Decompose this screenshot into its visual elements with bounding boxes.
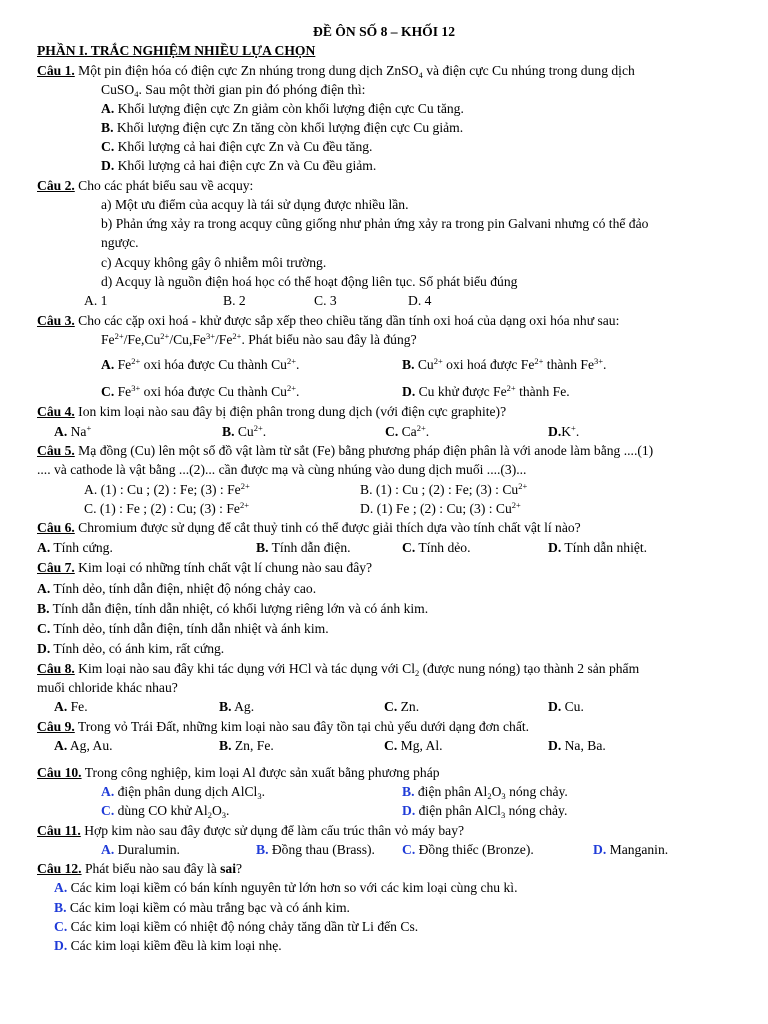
text-fragment: 3: [221, 810, 227, 820]
text-fragment: B.: [101, 120, 114, 135]
option-a: [37, 538, 113, 557]
text-fragment: nóng chảy.: [505, 784, 568, 799]
text-fragment: điện phân AlCl: [415, 803, 501, 818]
text-fragment: Fe: [101, 332, 115, 347]
text-fragment: Kim loại nào sau đây khi tác dụng với HCl và tác dụng với Cl: [74, 661, 415, 676]
text-fragment: .: [425, 424, 430, 439]
text-fragment: Ag, Au.: [67, 738, 113, 753]
question-4: [37, 402, 506, 421]
option-d: [548, 422, 579, 441]
text-fragment: Na: [67, 424, 87, 439]
text-fragment: 3+: [594, 356, 604, 366]
text-fragment: .: [296, 357, 300, 372]
text-fragment: .: [296, 384, 300, 399]
question-number: Câu 2.: [37, 178, 75, 193]
text-fragment: B.: [37, 601, 50, 616]
text-fragment: Các kim loại kiềm có bán kính nguyên tử lớn hơn so với các kim loại cùng chu kì.: [67, 880, 518, 895]
option-a: [37, 579, 316, 598]
question-10: [37, 763, 440, 782]
text-fragment: Cu: [234, 424, 254, 439]
text-fragment: A. (1) : Cu ; (2) : Fe; (3) : Fe: [84, 482, 241, 497]
text-fragment: A.: [54, 738, 68, 753]
text-fragment: Trong công nghiệp, kim loại Al được sản xuất bằng phương pháp: [81, 765, 440, 780]
option-b: [360, 480, 527, 499]
option-a: A. 1: [84, 293, 108, 308]
text-fragment: C.: [384, 699, 398, 714]
text-fragment: Tính dẫn điện.: [268, 540, 351, 555]
text-fragment: C. (1) : Fe ; (2) : Cu; (3) : Fe: [84, 501, 240, 516]
question-number: Câu 3.: [37, 313, 75, 328]
text-fragment: A.: [101, 101, 115, 116]
text-fragment: D.: [402, 803, 416, 818]
question-number: Câu 6.: [37, 520, 75, 535]
text-fragment: Zn, Fe.: [231, 738, 274, 753]
text-fragment: 3+: [131, 383, 141, 393]
text-fragment: D.: [593, 842, 607, 857]
text-fragment: /Fe: [215, 332, 233, 347]
statement-b-cont: ngược.: [101, 235, 139, 250]
text-fragment: (được nung nóng) tạo thành 2 sản phẩm: [419, 661, 640, 676]
text-fragment: 2+: [286, 356, 297, 366]
text-fragment: B.: [222, 424, 235, 439]
redox-pairs: [101, 330, 417, 349]
question-number: Câu 12.: [37, 861, 82, 876]
option-d: [54, 936, 282, 955]
question-8: [37, 659, 639, 678]
question-1: [37, 61, 635, 80]
text-fragment: D.: [548, 699, 562, 714]
text-fragment: Hợp kim nào sau đây được sử dụng để làm cấu trúc thân vỏ máy bay?: [80, 823, 465, 838]
text-fragment: điện phân dung dịch AlCl: [114, 784, 258, 799]
option-d: D. 4: [408, 293, 432, 308]
option-a: [54, 422, 91, 441]
question-number: Câu 1.: [37, 63, 75, 78]
text-fragment: . Phát biểu nào sau đây là đúng?: [241, 332, 417, 347]
text-fragment: B.: [256, 842, 269, 857]
statement-d: d) Acquy là nguồn điện hoá học có thể hoạt động liên tục. Số phát biểu đúng: [101, 274, 518, 289]
text-fragment: 2+: [131, 356, 141, 366]
option-c: [384, 697, 419, 716]
text-fragment: Khối lượng cả hai điện cực Zn và Cu đều tăng.: [114, 139, 373, 154]
text-fragment: B.: [219, 699, 232, 714]
text-fragment: B.: [256, 540, 269, 555]
text-fragment: 4: [134, 89, 139, 99]
text-fragment: Tính dẻo, tính dẫn điện, nhiệt độ nóng chảy cao.: [50, 581, 317, 596]
option-c: [37, 619, 329, 638]
question-number: Câu 5.: [37, 443, 75, 458]
text-fragment: Fe: [114, 357, 132, 372]
option-d: [548, 736, 606, 755]
text-fragment: A.: [101, 842, 115, 857]
text-fragment: và điện cực Cu nhúng trong dung dịch: [422, 63, 635, 78]
text-fragment: 2+: [433, 356, 443, 366]
text-fragment: 3: [500, 810, 506, 820]
text-fragment: D.: [54, 938, 68, 953]
text-fragment: D.: [548, 424, 562, 439]
text-fragment: 2+: [286, 383, 297, 393]
text-fragment: Tính dẫn điện, tính dẫn nhiệt, có khối lượng riêng lớn và có ánh kim.: [49, 601, 429, 616]
text-fragment: D.: [101, 158, 115, 173]
text-fragment: điện phân Al: [414, 784, 488, 799]
option-b: [402, 782, 568, 801]
option-b: [222, 422, 266, 441]
text-fragment: 3+: [205, 331, 216, 341]
option-d: [402, 801, 567, 820]
text-fragment: +: [571, 423, 576, 433]
option-d: [593, 840, 668, 859]
text-fragment: D.: [548, 738, 562, 753]
text-fragment: Cu.: [561, 699, 584, 714]
text-fragment: Tính cứng.: [50, 540, 113, 555]
statement-a: a) Một ưu điểm của acquy là tái sử dụng được nhiều lần.: [101, 197, 409, 212]
text-fragment: C.: [402, 540, 416, 555]
text-fragment: Đồng thiếc (Bronze).: [415, 842, 534, 857]
text-fragment: Đồng thau (Brass).: [268, 842, 375, 857]
text-fragment: CuSO: [101, 82, 135, 97]
option-b: [54, 898, 350, 917]
text-fragment: Fe.: [67, 699, 88, 714]
text-fragment: 2: [207, 810, 212, 820]
text-fragment: A.: [101, 784, 115, 799]
text-fragment: O: [491, 784, 502, 799]
text-fragment: Cu khử được Fe: [415, 384, 507, 399]
text-fragment: dùng CO khử Al: [114, 803, 208, 818]
option-d: [101, 156, 376, 175]
option-c: [385, 422, 429, 441]
text-fragment: Manganin.: [606, 842, 669, 857]
text-fragment: B. (1) : Cu ; (2) : Fe; (3) : Cu: [360, 482, 519, 497]
option-c: [402, 538, 470, 557]
text-fragment: Cu: [414, 357, 434, 372]
question-number: Câu 8.: [37, 661, 75, 676]
option-d: [360, 499, 521, 518]
option-a: [101, 355, 299, 374]
text-fragment: Duralumin.: [114, 842, 180, 857]
text-fragment: Các kim loại kiềm đều là kim loại nhẹ.: [67, 938, 282, 953]
text-fragment: A.: [54, 424, 68, 439]
text-fragment: A.: [54, 699, 68, 714]
option-c: [384, 736, 443, 755]
text-fragment: Khối lượng cả hai điện cực Zn và Cu đều giảm.: [114, 158, 377, 173]
option-c: [402, 840, 534, 859]
text-fragment: C.: [385, 424, 399, 439]
option-b: [219, 736, 274, 755]
text-fragment: .: [226, 803, 230, 818]
text-fragment: Trong vỏ Trái Đất, những kim loại nào sau đây tồn tại chủ yếu dưới dạng đơn chất.: [74, 719, 530, 734]
text-fragment: Phát biểu nào sau đây là: [81, 861, 221, 876]
option-c: C. 3: [314, 293, 337, 308]
question-6: [37, 518, 581, 537]
text-fragment: D.: [37, 641, 51, 656]
text-fragment: C.: [101, 139, 115, 154]
text-fragment: A.: [101, 357, 115, 372]
text-fragment: thành Fe: [543, 357, 594, 372]
text-fragment: oxi hóa được Cu thành Cu: [140, 384, 287, 399]
question-3: [37, 311, 619, 330]
text-fragment: sai: [220, 861, 236, 876]
option-a: [101, 99, 464, 118]
exam-title: ĐỀ ÔN SỐ 8 – KHỐI 12: [313, 24, 455, 39]
text-fragment: Ion kim loại nào sau đây bị điện phân trong dung dịch (với điện cực graphite)?: [74, 404, 507, 419]
option-d: [37, 639, 224, 658]
text-fragment: +: [86, 423, 92, 433]
option-d: [548, 697, 584, 716]
question-1-cont: [101, 80, 365, 99]
section-heading: PHẦN I. TRẮC NGHIỆM NHIỀU LỰA CHỌN: [37, 43, 316, 58]
option-b: [256, 538, 351, 557]
text-fragment: Các kim loại kiềm có màu trắng bạc và có ánh kim.: [66, 900, 350, 915]
text-fragment: 2+: [239, 500, 249, 510]
text-fragment: Tính dẻo, tính dẫn điện, tính dẫn nhiệt và ánh kim.: [50, 621, 329, 636]
option-b: [256, 840, 375, 859]
text-fragment: ?: [236, 861, 243, 876]
question-5-cont: .... và cathode là vật bằng ...(2)... cần được mạ và cùng nhúng vào dung dịch muối ....(3)...: [37, 462, 527, 477]
text-fragment: Fe: [114, 384, 132, 399]
text-fragment: 2+: [506, 383, 516, 393]
text-fragment: Mg, Al.: [397, 738, 443, 753]
question-number: Câu 4.: [37, 404, 75, 419]
text-fragment: Một pin điện hóa có điện cực Zn nhúng trong dung dịch ZnSO: [74, 63, 419, 78]
statement-c: c) Acquy không gây ô nhiễm môi trường.: [101, 255, 327, 270]
question-11: [37, 821, 464, 840]
text-fragment: 2+: [534, 356, 544, 366]
question-5: [37, 441, 653, 460]
option-d: [402, 382, 570, 401]
text-fragment: Chromium được sử dụng để cắt thuỷ tinh có thể được giải thích dựa vào tính chất vật lí nào?: [74, 520, 581, 535]
question-number: Câu 7.: [37, 560, 75, 575]
text-fragment: nóng chảy.: [505, 803, 568, 818]
text-fragment: Các kim loại kiềm có nhiệt độ nóng chảy tăng dần từ Li đến Cs.: [67, 919, 419, 934]
text-fragment: Tính dẻo, có ánh kim, rất cứng.: [50, 641, 225, 656]
text-fragment: 2+: [114, 331, 124, 341]
text-fragment: K: [561, 424, 572, 439]
text-fragment: thành Fe.: [515, 384, 570, 399]
text-fragment: oxi hóa được Cu thành Cu: [140, 357, 287, 372]
question-7: [37, 558, 372, 577]
option-a: [54, 878, 517, 897]
text-fragment: C.: [384, 738, 398, 753]
text-fragment: Tính dẫn nhiệt.: [561, 540, 648, 555]
text-fragment: .: [261, 784, 265, 799]
option-c: [101, 801, 229, 820]
text-fragment: 2+: [240, 481, 250, 491]
text-fragment: 2+: [253, 423, 263, 433]
option-b: [101, 118, 463, 137]
text-fragment: 2+: [232, 331, 242, 341]
text-fragment: 3: [501, 791, 506, 801]
option-a: [101, 782, 265, 801]
text-fragment: Na, Ba.: [561, 738, 606, 753]
text-fragment: .: [262, 424, 267, 439]
text-fragment: . Sau một thời gian pin đó phóng điện thì:: [138, 82, 366, 97]
question-8-cont: muối chloride khác nhau?: [37, 680, 178, 695]
text-fragment: 2: [487, 791, 492, 801]
text-fragment: Khối lượng điện cực Zn tăng còn khối lượng điện cực Cu giảm.: [113, 120, 464, 135]
option-a: [101, 840, 180, 859]
option-d: [548, 538, 647, 557]
option-b: [37, 599, 428, 618]
text-fragment: Mạ đồng (Cu) lên một số đồ vật làm từ sắt (Fe) bằng phương pháp điện phân là với anode làm bằng ....(1): [74, 443, 654, 458]
text-fragment: Cho các cặp oxi hoá - khử được sắp xếp theo chiều tăng dần tính oxi hoá của dạng oxi hóa như sau:: [74, 313, 620, 328]
text-fragment: B.: [402, 357, 415, 372]
option-c: [101, 382, 299, 401]
text-fragment: /Fe,Cu: [123, 332, 161, 347]
text-fragment: B.: [219, 738, 232, 753]
option-a: [84, 480, 250, 499]
option-c: [54, 917, 418, 936]
option-b: B. 2: [223, 293, 246, 308]
question-9: [37, 717, 529, 736]
question-number: Câu 10.: [37, 765, 82, 780]
text-fragment: A.: [54, 880, 68, 895]
text-fragment: B.: [402, 784, 415, 799]
text-fragment: D.: [548, 540, 562, 555]
text-fragment: Khối lượng điện cực Zn giảm còn khối lượng điện cực Cu tăng.: [114, 101, 464, 116]
question-number: Câu 11.: [37, 823, 81, 838]
text-fragment: Ag.: [231, 699, 255, 714]
option-b: [402, 355, 606, 374]
text-fragment: Ca: [398, 424, 417, 439]
question-number: Câu 9.: [37, 719, 75, 734]
text-fragment: C.: [402, 842, 416, 857]
option-b: [219, 697, 254, 716]
text-fragment: C.: [101, 803, 115, 818]
text-fragment: B.: [54, 900, 67, 915]
text-fragment: /Cu,Fe: [169, 332, 206, 347]
text-fragment: 2+: [518, 481, 528, 491]
option-c: [101, 137, 372, 156]
text-fragment: 2: [414, 668, 420, 678]
text-fragment: 3: [257, 791, 262, 801]
text-fragment: D. (1) Fe ; (2) : Cu; (3) : Cu: [360, 501, 512, 516]
text-fragment: 2+: [511, 500, 521, 510]
text-fragment: 2+: [416, 423, 426, 433]
text-fragment: A.: [37, 540, 51, 555]
text-fragment: Kim loại có những tính chất vật lí chung nào sau đây?: [74, 560, 373, 575]
option-a: [54, 697, 88, 716]
text-fragment: Cho các phát biểu sau về acquy:: [74, 178, 254, 193]
statement-b: b) Phản ứng xảy ra trong acquy cũng giống như phản ứng xảy ra trong pin Galvani nhưng có thể đảo: [101, 216, 649, 231]
option-c: [84, 499, 249, 518]
question-2: [37, 176, 253, 195]
text-fragment: 2+: [160, 331, 170, 341]
text-fragment: Tính dẻo.: [415, 540, 471, 555]
question-12: [37, 859, 242, 878]
text-fragment: .: [575, 424, 580, 439]
text-fragment: O: [211, 803, 222, 818]
text-fragment: C.: [54, 919, 68, 934]
text-fragment: .: [603, 357, 607, 372]
text-fragment: C.: [37, 621, 51, 636]
text-fragment: 4: [418, 70, 423, 80]
text-fragment: D.: [402, 384, 416, 399]
option-a: [54, 736, 113, 755]
text-fragment: C.: [101, 384, 115, 399]
text-fragment: oxi hoá được Fe: [442, 357, 535, 372]
text-fragment: Zn.: [397, 699, 420, 714]
text-fragment: A.: [37, 581, 51, 596]
